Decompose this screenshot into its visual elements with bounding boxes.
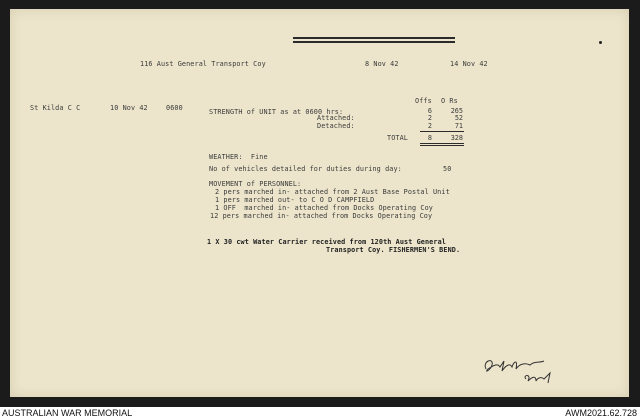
date-to: 14 Nov 42 — [450, 60, 488, 68]
vehicles-count: 50 — [443, 165, 452, 173]
total-label: TOTAL — [387, 134, 408, 142]
entry-date: 10 Nov 42 — [110, 104, 148, 112]
carrier-line-2: Transport Coy. FISHERMEN'S BEND. — [326, 246, 461, 254]
attached-offrs: 2 — [427, 114, 432, 122]
movement-line: 2 pers marched in- attached from 2 Aust Base Postal Unit — [215, 188, 450, 196]
vehicles-line: No of vehicles detailed for duties during day: — [209, 165, 402, 173]
attached-label: Attached: — [317, 114, 355, 122]
carrier-line-1: 1 X 30 cwt Water Carrier received from 120th Aust General — [207, 238, 446, 246]
date-from: 8 Nov 42 — [365, 60, 399, 68]
movement-line: 1 OFF marched in- attached from Docks Operating Coy — [215, 204, 433, 212]
col-header-offrs: Offs — [415, 97, 432, 105]
strength-ors: 265 — [450, 107, 463, 115]
total-rule-top — [420, 131, 464, 132]
detached-offrs: 2 — [427, 122, 432, 130]
footer-accession: AWM2021.62.728 — [565, 408, 637, 418]
document-page — [10, 9, 629, 397]
total-offrs: 8 — [427, 134, 432, 142]
strength-label: STRENGTH of UNIT as at 0600 hrs: — [209, 108, 344, 116]
header-rule-top — [293, 37, 455, 39]
unit-name: 116 Aust General Transport Coy — [140, 60, 266, 68]
entry-place: St Kilda C C — [30, 104, 81, 112]
footer-institution: AUSTRALIAN WAR MEMORIAL — [2, 408, 133, 418]
movement-heading: MOVEMENT of PERSONNEL: — [209, 180, 302, 188]
movement-line: 1 pers marched out- to C O D CAMPFIELD — [215, 196, 375, 204]
col-header-ors: O Rs — [441, 97, 458, 105]
total-rule-bottom-2 — [420, 145, 464, 146]
hole-punch-mark — [599, 41, 602, 44]
footer-bar — [0, 407, 640, 420]
entry-time: 0600 — [166, 104, 183, 112]
detached-label: Detached: — [317, 122, 355, 130]
header-rule-bottom — [293, 41, 455, 43]
detached-ors: 71 — [454, 122, 463, 130]
strength-offrs: 6 — [427, 107, 432, 115]
total-ors: 328 — [450, 134, 463, 142]
total-rule-bottom-1 — [420, 143, 464, 144]
attached-ors: 52 — [454, 114, 463, 122]
movement-line: 12 pers marched in- attached from Docks Operating Coy — [210, 212, 433, 220]
weather-line: WEATHER: Fine — [209, 153, 268, 161]
signature — [480, 351, 570, 387]
